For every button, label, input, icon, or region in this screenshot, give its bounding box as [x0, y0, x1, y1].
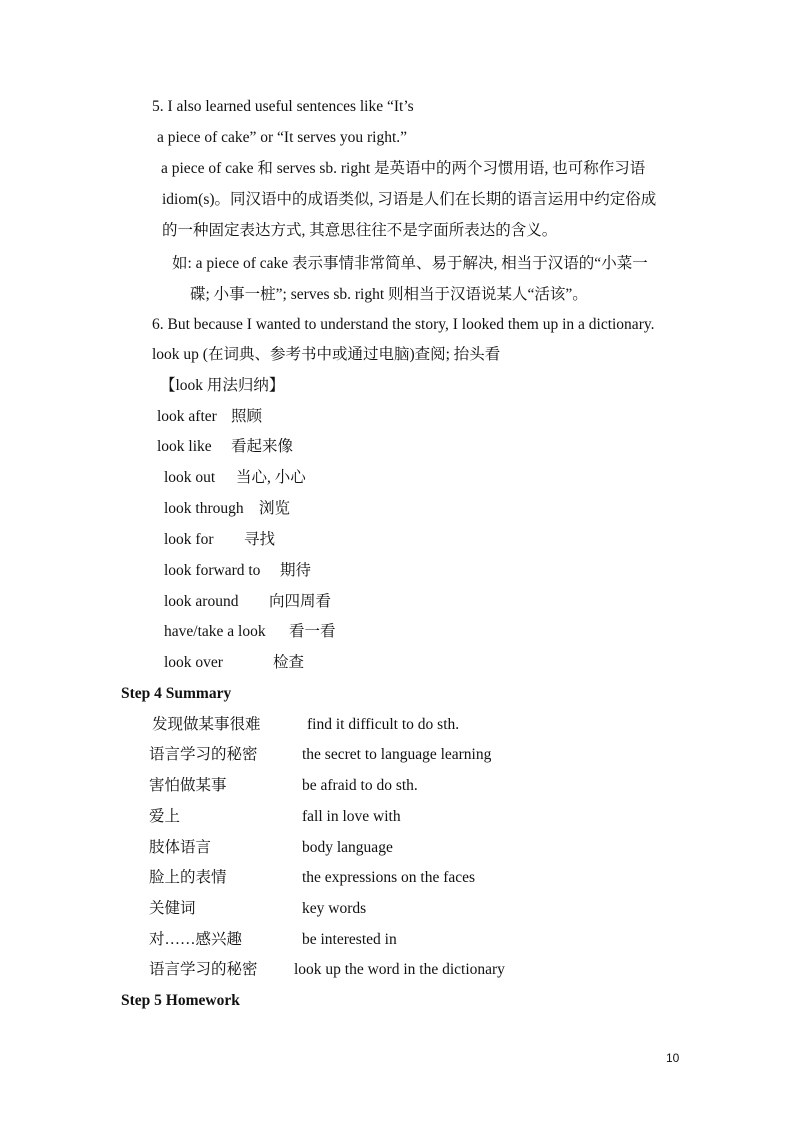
item5-note-line2: idiom(s)。同汉语中的成语类似, 习语是人们在长期的语言运用中约定俗成 [162, 191, 657, 208]
look-phrase-zh: 看起来像 [231, 438, 294, 455]
summary-zh: 脸上的表情 [149, 869, 227, 886]
look-phrase-en: look for [164, 531, 214, 548]
look-phrase-en: look through [164, 500, 244, 517]
summary-en: the expressions on the faces [302, 869, 476, 886]
look-phrase-en: look after [157, 408, 217, 425]
summary-en: be interested in [302, 931, 397, 948]
summary-en: look up the word in the dictionary [294, 961, 505, 978]
summary-en: the secret to language learning [302, 746, 492, 763]
summary-zh: 害怕做某事 [149, 777, 227, 794]
summary-zh: 肢体语言 [149, 839, 212, 856]
item5-note-line1: a piece of cake 和 serves sb. right 是英语中的两个习惯用语, 也可称作习语 [161, 160, 646, 177]
summary-zh: 对……感兴趣 [149, 931, 243, 948]
summary-zh: 关健词 [149, 900, 196, 917]
summary-en: be afraid to do sth. [302, 777, 418, 794]
item5-line2: a piece of cake” or “It serves you right.” [157, 129, 408, 146]
look-phrase-zh: 看一看 [289, 623, 336, 640]
look-phrase-zh: 照顾 [231, 408, 263, 425]
look-phrase-zh: 检查 [273, 654, 305, 671]
step4-heading: Step 4 Summary [121, 685, 232, 702]
item5-line1: 5. I also learned useful sentences like “It’s [152, 98, 414, 115]
look-phrase-zh: 寻找 [244, 531, 276, 548]
lookup-definition: look up (在词典、参考书中或通过电脑)查阅; 抬头看 [152, 346, 501, 363]
step5-heading: Step 5 Homework [121, 992, 240, 1009]
look-phrase-zh: 期待 [280, 562, 312, 579]
summary-en: body language [302, 839, 393, 856]
look-phrase-zh: 当心, 小心 [236, 469, 306, 486]
look-phrase-en: look out [164, 469, 216, 486]
summary-zh: 语言学习的秘密 [149, 746, 258, 763]
summary-en: find it difficult to do sth. [307, 716, 460, 733]
look-phrase-zh: 向四周看 [269, 593, 332, 610]
look-phrase-en: look over [164, 654, 223, 671]
summary-zh: 语言学习的秘密 [149, 961, 258, 978]
item6-sentence: 6. But because I wanted to understand the story, I looked them up in a dictionary. [152, 316, 655, 333]
look-phrase-en: look forward to [164, 562, 261, 579]
item5-example-line1: 如: a piece of cake 表示事情非常简单、易于解决, 相当于汉语的“小菜一 [172, 255, 648, 272]
page-number: 10 [666, 1051, 680, 1065]
item5-example-line2: 碟; 小事一桩”; serves sb. right 则相当于汉语说某人“活该”。 [190, 286, 588, 303]
summary-zh: 爱上 [149, 808, 181, 825]
summary-zh: 发现做某事很难 [152, 716, 261, 733]
summary-en: fall in love with [302, 808, 401, 825]
look-usage-title: 【look 用法归纳】 [160, 377, 285, 394]
summary-en: key words [302, 900, 367, 917]
look-phrase-zh: 浏览 [259, 500, 291, 517]
look-phrase-en: look like [157, 438, 212, 455]
look-phrase-en: have/take a look [164, 623, 266, 640]
look-phrase-en: look around [164, 593, 239, 610]
item5-note-line3: 的一种固定表达方式, 其意思往往不是字面所表达的含义。 [162, 222, 558, 239]
